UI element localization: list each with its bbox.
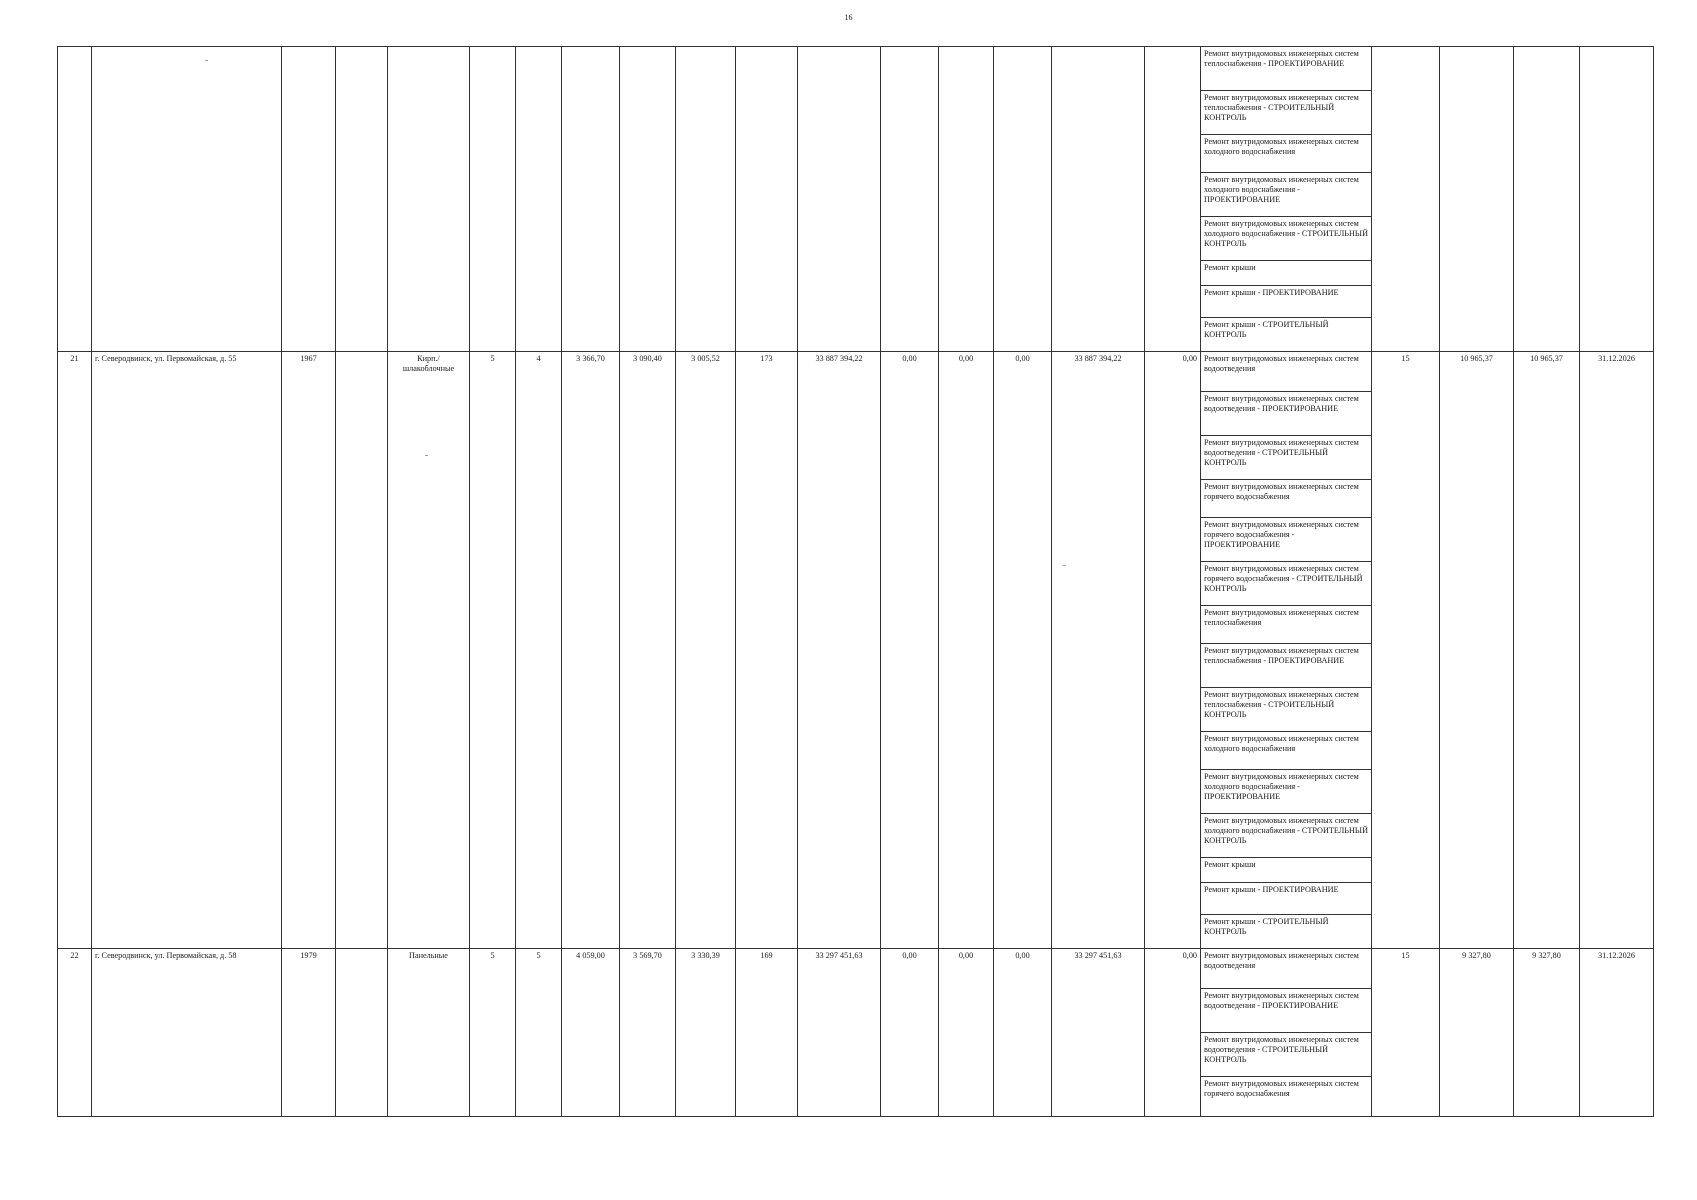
work-type-cell: Ремонт внутридомовых инженерных систем холодного водоснабжения - ПРОЕКТИРОВАНИЕ <box>1201 770 1372 814</box>
work-type-cell: Ремонт внутридомовых инженерных систем холодного водоснабжения - ПРОЕКТИРОВАНИЕ <box>1201 173 1372 217</box>
row-number <box>58 47 92 352</box>
fund-regional-cell: 0,00 <box>939 352 994 949</box>
completion-date-cell: 31.12.2026 <box>1580 949 1654 1117</box>
max-cost-per-sqm-cell <box>1514 47 1580 352</box>
year-reconstructed-cell <box>336 949 388 1117</box>
fund-local-cell: 0,00 <box>994 949 1052 1117</box>
year-built-cell: 1979 <box>282 949 336 1117</box>
area-living-cell: 3 090,40 <box>620 352 676 949</box>
term-years-cell <box>1372 47 1440 352</box>
area-total-cell: 4 059,00 <box>562 949 620 1117</box>
area-total-cell: 3 366,70 <box>562 352 620 949</box>
table-row <box>58 47 1654 91</box>
floors-cell: 5 <box>470 352 516 949</box>
scan-speck <box>425 455 428 456</box>
entrances-cell <box>516 47 562 352</box>
area-living-cell <box>620 47 676 352</box>
work-type-cell: Ремонт внутридомовых инженерных систем холодного водоснабжения - СТРОИТЕЛЬНЫЙ КОНТРОЛЬ <box>1201 217 1372 261</box>
work-type-cell: Ремонт крыши <box>1201 858 1372 883</box>
fund-other-cell: 0,00 <box>1145 352 1201 949</box>
cost-per-sqm-cell <box>1440 47 1514 352</box>
area-residential-cell: 3 005,52 <box>676 352 736 949</box>
floors-cell: 5 <box>470 949 516 1117</box>
term-years-cell: 15 <box>1372 352 1440 949</box>
work-type-cell: Ремонт внутридомовых инженерных систем водоотведения - ПРОЕКТИРОВАНИЕ <box>1201 392 1372 436</box>
work-type-cell: Ремонт крыши - ПРОЕКТИРОВАНИЕ <box>1201 286 1372 318</box>
area-residential-cell <box>676 47 736 352</box>
work-type-cell: Ремонт внутридомовых инженерных систем теплоснабжения - СТРОИТЕЛЬНЫЙ КОНТРОЛЬ <box>1201 688 1372 732</box>
work-type-cell: Ремонт крыши - ПРОЕКТИРОВАНИЕ <box>1201 883 1372 915</box>
table-row <box>58 949 1654 989</box>
fund-local-cell: 0,00 <box>994 352 1052 949</box>
year-reconstructed-cell <box>336 352 388 949</box>
area-total-cell <box>562 47 620 352</box>
work-type-cell: Ремонт крыши - СТРОИТЕЛЬНЫЙ КОНТРОЛЬ <box>1201 318 1372 352</box>
residents-cell: 169 <box>736 949 798 1117</box>
max-cost-per-sqm-cell: 10 965,37 <box>1514 352 1580 949</box>
work-type-cell: Ремонт внутридомовых инженерных систем водоотведения - СТРОИТЕЛЬНЫЙ КОНТРОЛЬ <box>1201 1033 1372 1077</box>
row-number: 22 <box>58 949 92 1117</box>
wall-material-cell: Панельные <box>388 949 470 1117</box>
work-type-cell: Ремонт внутридомовых инженерных систем горячего водоснабжения <box>1201 1077 1372 1117</box>
residents-cell: 173 <box>736 352 798 949</box>
address-cell <box>92 47 282 352</box>
cost-total-cell: 33 887 394,22 <box>798 352 881 949</box>
address-cell: г. Северодвинск, ул. Первомайская, д. 58 <box>92 949 282 1117</box>
work-type-cell: Ремонт внутридомовых инженерных систем водоотведения - ПРОЕКТИРОВАНИЕ <box>1201 989 1372 1033</box>
fund-federal-cell: 0,00 <box>881 949 939 1117</box>
scan-speck <box>205 60 208 61</box>
area-living-cell: 3 569,70 <box>620 949 676 1117</box>
address-cell: г. Северодвинск, ул. Первомайская, д. 55 <box>92 352 282 949</box>
work-type-cell: Ремонт внутридомовых инженерных систем водоотведения <box>1201 949 1372 989</box>
fund-regional-cell: 0,00 <box>939 949 994 1117</box>
work-type-cell: Ремонт внутридомовых инженерных систем холодного водоснабжения <box>1201 732 1372 770</box>
fund-owners-cell: 33 297 451,63 <box>1052 949 1145 1117</box>
area-residential-cell: 3 330,39 <box>676 949 736 1117</box>
capital-repair-table <box>57 46 1654 1117</box>
fund-owners-cell <box>1052 47 1145 352</box>
fund-local-cell <box>994 47 1052 352</box>
completion-date-cell: 31.12.2026 <box>1580 352 1654 949</box>
cost-per-sqm-cell: 10 965,37 <box>1440 352 1514 949</box>
fund-owners-cell: 33 887 394,22 <box>1052 352 1145 949</box>
work-type-cell: Ремонт внутридомовых инженерных систем водоотведения <box>1201 352 1372 392</box>
wall-material-cell: Кирп./ шлакоблочные <box>388 352 470 949</box>
work-type-cell: Ремонт крыши - СТРОИТЕЛЬНЫЙ КОНТРОЛЬ <box>1201 915 1372 949</box>
work-type-cell: Ремонт внутридомовых инженерных систем холодного водоснабжения <box>1201 135 1372 173</box>
table-row <box>58 352 1654 392</box>
cost-total-cell: 33 297 451,63 <box>798 949 881 1117</box>
floors-cell <box>470 47 516 352</box>
work-type-cell: Ремонт внутридомовых инженерных систем теплоснабжения - ПРОЕКТИРОВАНИЕ <box>1201 47 1372 91</box>
entrances-cell: 4 <box>516 352 562 949</box>
year-built-cell <box>282 47 336 352</box>
fund-other-cell <box>1145 47 1201 352</box>
term-years-cell: 15 <box>1372 949 1440 1117</box>
cost-per-sqm-cell: 9 327,80 <box>1440 949 1514 1117</box>
fund-federal-cell <box>881 47 939 352</box>
work-type-cell: Ремонт внутридомовых инженерных систем теплоснабжения <box>1201 606 1372 644</box>
scan-speck <box>1063 565 1066 566</box>
completion-date-cell <box>1580 47 1654 352</box>
page-number: 16 <box>844 13 853 22</box>
work-type-cell: Ремонт крыши <box>1201 261 1372 286</box>
year-built-cell: 1967 <box>282 352 336 949</box>
wall-material-cell <box>388 47 470 352</box>
work-type-cell: Ремонт внутридомовых инженерных систем водоотведения - СТРОИТЕЛЬНЫЙ КОНТРОЛЬ <box>1201 436 1372 480</box>
work-type-cell: Ремонт внутридомовых инженерных систем теплоснабжения - СТРОИТЕЛЬНЫЙ КОНТРОЛЬ <box>1201 91 1372 135</box>
year-reconstructed-cell <box>336 47 388 352</box>
cost-total-cell <box>798 47 881 352</box>
row-number: 21 <box>58 352 92 949</box>
work-type-cell: Ремонт внутридомовых инженерных систем теплоснабжения - ПРОЕКТИРОВАНИЕ <box>1201 644 1372 688</box>
max-cost-per-sqm-cell: 9 327,80 <box>1514 949 1580 1117</box>
work-type-cell: Ремонт внутридомовых инженерных систем горячего водоснабжения <box>1201 480 1372 518</box>
entrances-cell: 5 <box>516 949 562 1117</box>
work-type-cell: Ремонт внутридомовых инженерных систем холодного водоснабжения - СТРОИТЕЛЬНЫЙ КОНТРОЛЬ <box>1201 814 1372 858</box>
work-type-cell: Ремонт внутридомовых инженерных систем горячего водоснабжения - ПРОЕКТИРОВАНИЕ <box>1201 518 1372 562</box>
fund-regional-cell <box>939 47 994 352</box>
fund-federal-cell: 0,00 <box>881 352 939 949</box>
fund-other-cell: 0,00 <box>1145 949 1201 1117</box>
work-type-cell: Ремонт внутридомовых инженерных систем горячего водоснабжения - СТРОИТЕЛЬНЫЙ КОНТРОЛЬ <box>1201 562 1372 606</box>
residents-cell <box>736 47 798 352</box>
